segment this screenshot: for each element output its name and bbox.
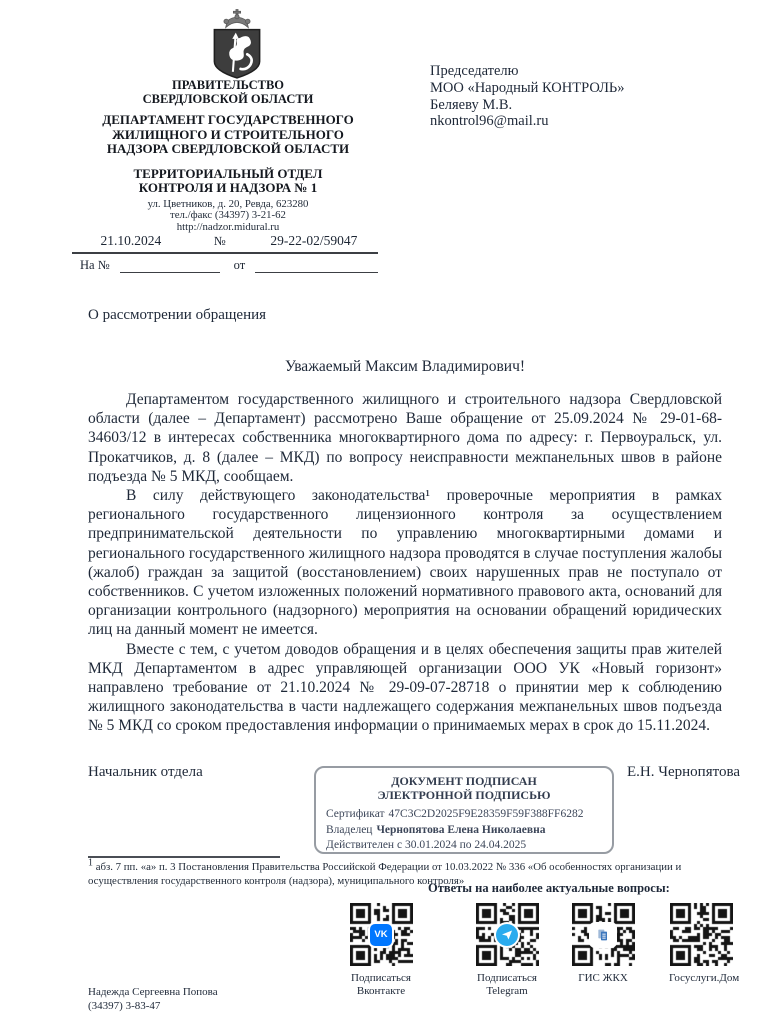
stamp-certificate-value: 47C3C2D2025F9E28359F59F388FF6282 [388,808,584,820]
qr-block-vkontakte [349,903,413,998]
qr-block-gis-zhkh [571,903,635,985]
signatory-name: Е.Н. Чернопятова [626,764,740,780]
footnote-divider [88,856,280,858]
incoming-number-label: На № [80,258,110,272]
office-address: ул. Цветников, д. 20, Ревда, 623280 [147,197,309,210]
addressee-block [430,63,624,130]
stamp-title-line1: ДОКУМЕНТ ПОДПИСАН [391,774,537,788]
office-phone: тел./факс (34397) 3-21-62 [170,209,286,222]
qr-label-vkontakte-line1: Подписаться [351,972,411,984]
gis-zhkh-icon [591,924,615,946]
addressee-organization: МОО «Народный КОНТРОЛЬ» [430,79,625,96]
number-sign: № [213,234,226,248]
letter-date: 21.10.2024 [100,233,162,248]
department-name-line3: НАДЗОРА СВЕРДЛОВСКОЙ ОБЛАСТИ [106,141,350,156]
office-name-line1: ТЕРРИТОРИАЛЬНЫЙ ОТДЕЛ [133,165,323,181]
telegram-icon [496,924,518,946]
body-paragraph-3: Вместе с тем, с учетом доводов обращения и в целях обеспечения защиты прав жителей МКД Департаментом в адрес управляющей организации ООО УК «Новый горизонт» направлено требование от 21.10.2024 № 29-09-07-28718 о принятии мер к соблюдению жилищного законодательства в части надлежащего содержания межпанельных швов подъезда № 5 МКД со сроком предоставления информации о принимаемых мерах в срок до 15.11.2024. [88,640,722,735]
qr-block-telegram [475,903,539,998]
letter-number: 29-22-02/59047 [270,233,358,248]
reference-block [72,233,378,273]
addressee-name: Беляеву М.В. [430,96,513,113]
executor-phone: (34397) 3-83-47 [88,999,161,1012]
office-name-line2: КОНТРОЛЯ И НАДЗОРА № 1 [138,180,318,195]
qr-label-vkontakte-line2: Вконтакте [356,985,406,997]
coat-of-arms-icon [208,8,266,80]
addressee-email: nkontrol96@mail.ru [430,113,549,130]
qr-section-heading: Ответы на наиболее актуальные вопросы: [428,881,670,895]
incoming-date-blank [255,258,378,273]
executor-name: Надежда Сергеевна Попова [88,986,218,998]
salutation: Уважаемый Максим Владимирович! [284,358,526,375]
body-paragraph-2: В силу действующего законодательства¹ проверочные мероприятия в рамках регионального государственного лицензионного контроля за осуществлением предпринимательской деятельности по управлению многоквартирными домами и регионального государственного жилищного надзора проводятся в случае поступления жалобы (жалоб) граждан за защитой (восстановлением) своих нарушенных прав не поступало от собственников. С учетом изложенных положений нормативного правового акта, оснований для организации контрольного (надзорного) мероприятия на основании обращений юридических лиц на данный момент не имеется. [88,487,722,639]
qr-label-gosuslugi-dom: Госуслуги.Дом [669,972,740,984]
signatory-position: Начальник отдела [88,764,203,780]
qr-code-gosuslugi-dom [670,903,733,966]
vk-icon: VK [370,924,392,946]
stamp-certificate-line: Сертификат 47C3C2D2025F9E28359F59F388FF6282 [326,808,584,820]
qr-label-telegram-line2: Telegram [486,985,528,997]
executor-contact [88,986,218,1013]
office-website: http://nadzor.midural.ru [176,221,280,234]
letter-body [88,390,722,736]
subject-line: О рассмотрении обращения [88,307,267,323]
stamp-owner-line: Владелец Чернопятова Елена Николаевна [326,823,546,836]
qr-label-telegram-line1: Подписаться [477,972,537,984]
footnote-text: абз. 7 пп. «а» п. 3 Постановления Правительства Российской Федерации от 10.03.2022 № 336 «Об особенностях организации и осуществления государственного контроля (надзора), муниципального контроля» [88,861,682,887]
stamp-owner-name: Чернопятова Елена Николаевна [376,823,546,836]
incoming-number-blank [120,258,220,273]
government-name-line1: ПРАВИТЕЛЬСТВО [171,78,285,92]
stamp-title-line2: ЭЛЕКТРОННОЙ ПОДПИСЬЮ [377,788,551,802]
department-name-line1: ДЕПАРТАМЕНТ ГОСУДАРСТВЕННОГО [102,112,354,127]
stamp-validity-line: Действителен с 30.01.2024 по 24.04.2025 [326,839,527,851]
electronic-signature-stamp [314,766,614,854]
footnote-marker: 1 [88,857,93,869]
addressee-title: Председателю [430,63,519,79]
qr-block-gosuslugi-dom [669,903,740,985]
body-paragraph-1: Департаментом государственного жилищного и строительного надзора Свердловской области (далее – Департамент) рассмотрено Ваше обращение от 25.09.2024 № 29-01-68-34603/12 в интересах собственника многоквартирного дома по адресу: г. Первоуральск, ул. Прокатчиков, д. 8 (далее – МКД) по вопросу неисправности межпанельных швов в районе подъезда № 5 МКД, сообщаем. [88,391,722,485]
government-name-line2: СВЕРДЛОВСКОЙ ОБЛАСТИ [142,92,314,106]
letterhead [70,78,386,234]
incoming-from-label: от [233,258,246,272]
department-name-line2: ЖИЛИЩНОГО И СТРОИТЕЛЬНОГО [112,126,344,142]
qr-label-gis-zhkh: ГИС ЖКХ [578,972,628,984]
